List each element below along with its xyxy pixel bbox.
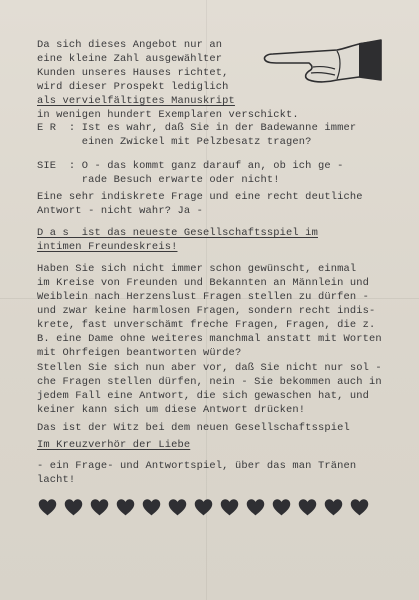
heart-icon: [63, 497, 84, 518]
body-line: keiner kann sich um diese Antwort drücken!: [37, 404, 306, 416]
game-title: Im Kreuzverhör der Liebe: [37, 439, 191, 451]
body-line: mit Ohrfeigen beantworten würde?: [37, 347, 242, 359]
dialogue-sie-line: rade Besuch erwarte oder nicht!: [37, 174, 280, 186]
intro-line-underlined: als vervielfältigtes Manuskript: [37, 95, 235, 107]
body-line: und zwar keine harmlosen Fragen, sondern recht indis-: [37, 305, 376, 317]
dialogue-er-line: einen Zwickel mit Pelzbesatz tragen?: [37, 136, 312, 148]
heart-icon: [167, 497, 188, 518]
body-paragraph-2: [37, 361, 382, 417]
body-line: che Fragen stellen dürfen, nein - Sie bekommen auch in: [37, 376, 382, 388]
closing-line: - ein Frage- und Antwortspiel, über das man Tränen: [37, 460, 357, 472]
body-line: Haben Sie sich nicht immer schon gewünscht, einmal: [37, 263, 357, 275]
intro-line: Kunden unseres Hauses richtet,: [37, 67, 229, 79]
heart-icon: [115, 497, 136, 518]
dialogue: [37, 121, 356, 187]
dialogue-er-line: E R : Ist es wahr, daß Sie in der Badewanne immer: [37, 122, 357, 134]
heart-icon: [271, 497, 292, 518]
body-line: krete, fast unverschämt freche Fragen, Fragen, die z.: [37, 319, 376, 331]
heart-icon: [219, 497, 240, 518]
witz-line: Das ist der Witz bei dem neuen Gesellschaftsspiel: [37, 422, 350, 434]
question-paragraph: [37, 190, 363, 218]
body-line: B. eine Dame ohne weiteres manchmal anstatt mit Worten: [37, 333, 382, 345]
body-line: Weiblein nach Herzenslust Fragen stellen zu dürfen -: [37, 291, 370, 303]
closing-line: lacht!: [37, 474, 76, 486]
headline-line: D a s ist das neueste Gesellschaftsspiel im: [37, 227, 318, 239]
heart-icon: [193, 497, 214, 518]
hearts-row: [37, 497, 370, 518]
body-line: im Kreise von Freunden und Bekannten an Männlein und: [37, 277, 370, 289]
intro-line: in wenigen hundert Exemplaren verschickt.: [37, 109, 299, 121]
heart-icon: [89, 497, 110, 518]
heart-icon: [37, 497, 58, 518]
heart-icon: [297, 497, 318, 518]
body-line: jedem Fall eine Antwort, die sich gewaschen hat, und: [37, 390, 370, 402]
heart-icon: [323, 497, 344, 518]
question-line: Eine sehr indiskrete Frage und eine recht deutliche: [37, 191, 363, 203]
heart-icon: [245, 497, 266, 518]
heart-icon: [141, 497, 162, 518]
question-line: Antwort - nicht wahr? Ja -: [37, 205, 204, 217]
headline: [37, 226, 318, 254]
intro-line: wird dieser Prospekt lediglich: [37, 81, 229, 93]
dialogue-sie-line: SIE : O - das kommt ganz darauf an, ob ich ge -: [37, 160, 344, 172]
intro-line: Da sich dieses Angebot nur an: [37, 39, 223, 51]
body-line: Stellen Sie sich nun aber vor, daß Sie nicht nur sol -: [37, 362, 382, 374]
closing-paragraph: [37, 459, 356, 487]
body-paragraph-1: [37, 262, 382, 360]
headline-line: intimen Freundeskreis!: [37, 241, 178, 253]
intro-line: eine kleine Zahl ausgewählter: [37, 53, 223, 65]
heart-icon: [349, 497, 370, 518]
pointing-hand-icon: [257, 37, 382, 85]
